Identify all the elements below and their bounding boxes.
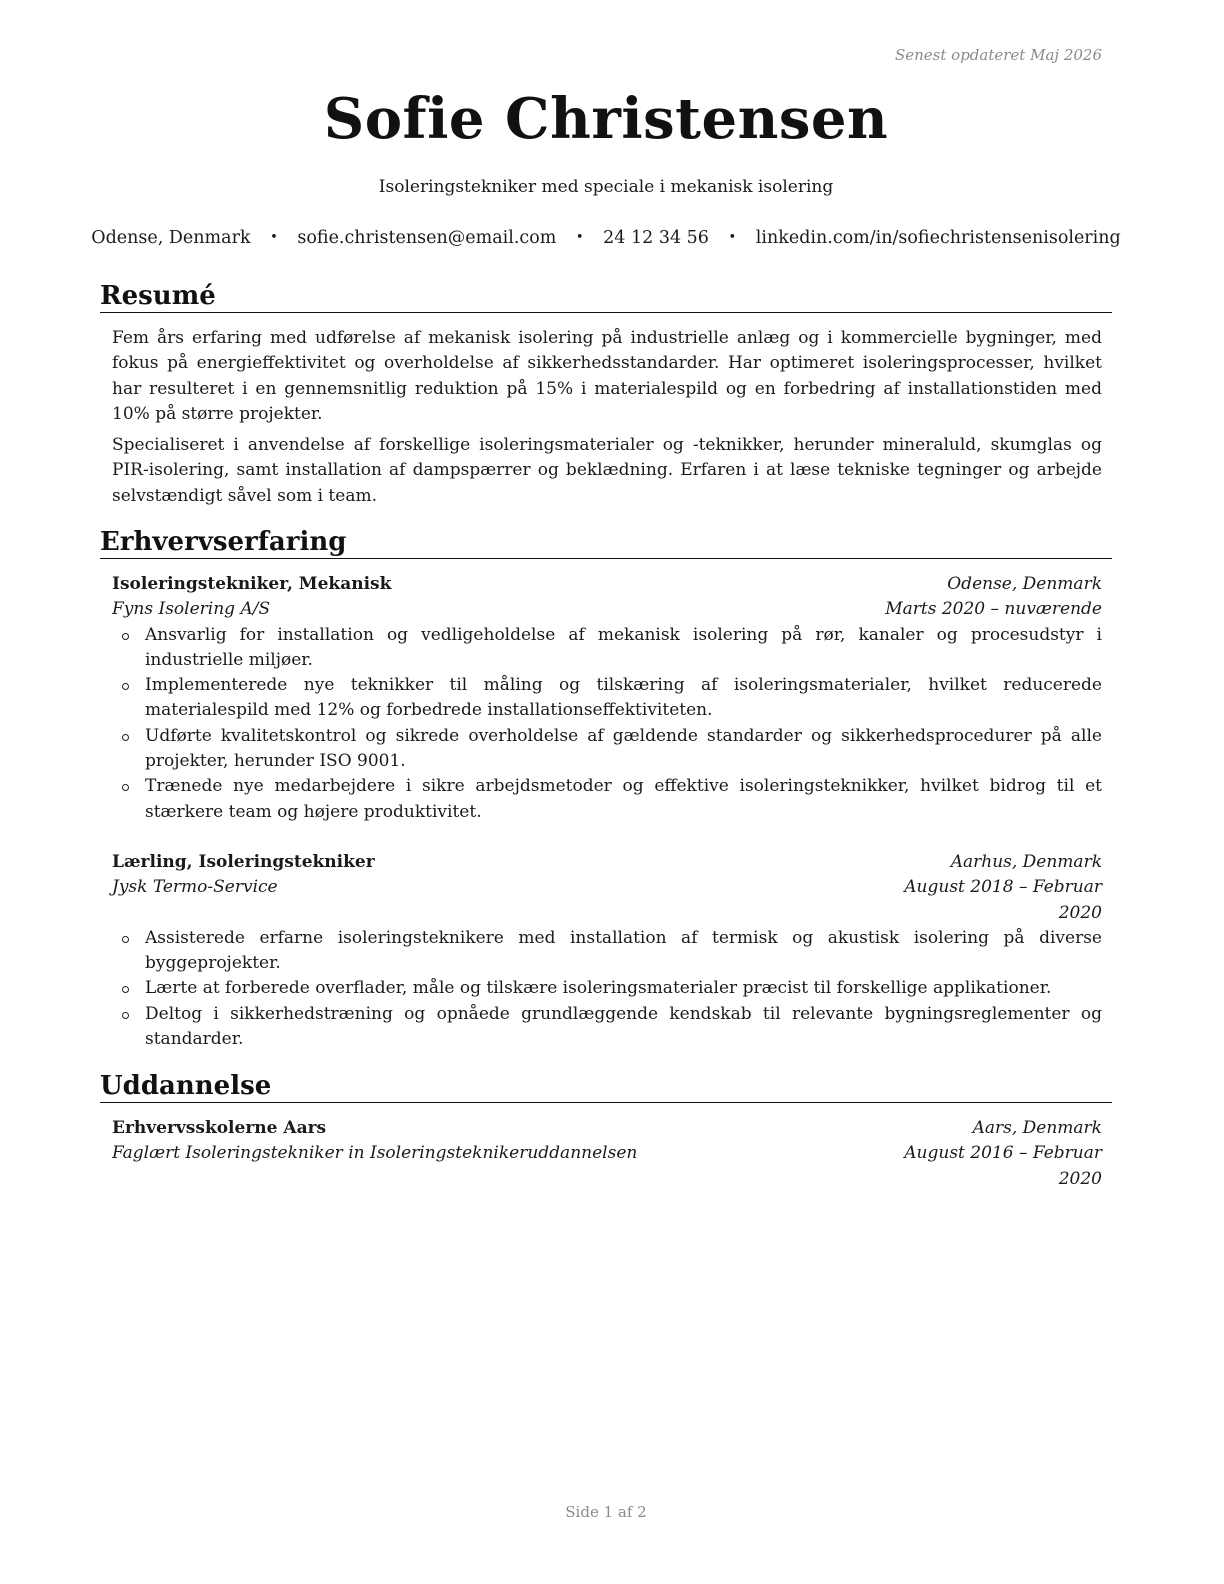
job-bullet-list [112,623,1102,825]
job-location: Aarhus, Denmark [950,852,1102,872]
contact-phone: 24 12 34 56 [603,228,709,248]
job-bullet-list [112,926,1102,1052]
contact-location: Odense, Denmark [91,228,251,248]
section-heading-education: Uddannelse [100,1071,1112,1103]
job-bullet-text: Implementerede nye teknikker til måling og tilskæring af isoleringsmaterialer, hvilket reducerede materialespild med 12% og forbedrede installationseffektiviteten. [145,675,1102,721]
summary-paragraph: Specialiseret i anvendelse af forskellige isoleringsmaterialer og -teknikker, herunder mineraluld, skumglas og PIR-isolering, samt installation af dampspærrer og beklædning. Erfaren i at læse tekniske tegninger og arbejde selvstændigt såvel som i team. [112,435,1102,506]
candidate-name: Sofie Christensen [323,86,889,152]
contact-linkedin-link[interactable]: linkedin.com/in/sofiechristensenisolering [755,228,1121,248]
circle-bullet-icon [122,1012,129,1019]
job-bullet [112,724,1102,775]
circle-bullet-icon [122,784,129,791]
circle-bullet-icon [122,734,129,741]
experience-job [112,850,1102,1052]
education-header-row [112,1116,1102,1141]
job-dates: August 2018 – Februar 2020 [904,877,1102,923]
job-bullet [112,774,1102,825]
job-header-row [112,850,1102,875]
education-school: Erhvervsskolerne Aars [112,1118,327,1138]
job-bullet [112,1002,1102,1053]
section-heading-experience: Erhvervserfaring [100,527,1112,559]
job-subheader-row [112,875,1102,926]
job-subheader-row [112,597,1102,622]
job-bullet-text: Udførte kvalitetskontrol og sikrede overholdelse af gældende standarder og sikkerhedsprocedurer på alle projekter, herunder ISO 9001. [145,725,1102,772]
education-subheader-row [112,1141,1102,1192]
contact-separator: • [728,230,737,245]
education-degree: Faglært Isoleringstekniker in Isoleringsteknikeruddannelsen [112,1143,638,1164]
job-bullet [112,673,1102,724]
job-bullet-text: Assisterede erfarne isoleringsteknikere med installation af termisk og akustisk isolering på diverse byggeprojekter. [145,927,1102,974]
page-number: Side 1 af 2 [565,1503,647,1521]
last-updated-note: Senest opdateret Maj 2026 [894,46,1102,64]
circle-bullet-icon [122,936,129,943]
job-location: Odense, Denmark [947,574,1102,594]
experience-job [112,572,1102,825]
job-bullet-text: Ansvarlig for installation og vedligeholdelse af mekanisk isolering på rør, kanaler og procesudstyr i industrielle miljøer. [145,624,1102,670]
job-bullet-text: Lærte at forberede overflader, måle og tilskære isoleringsmaterialer præcist til forskellige applikationer. [145,978,1052,999]
job-bullet [112,926,1102,977]
contact-line [0,228,1212,248]
education-dates: August 2016 – Februar 2020 [904,1143,1102,1189]
job-bullet [112,623,1102,674]
job-title: Lærling, Isoleringstekniker [112,852,375,872]
job-company: Jysk Termo-Service [112,877,278,898]
job-header-row [112,572,1102,597]
contact-separator: • [270,230,278,245]
candidate-tagline: Isoleringstekniker med speciale i mekanisk isolering [378,177,834,197]
job-bullet [112,976,1102,1001]
circle-bullet-icon [122,683,129,690]
contact-separator: • [575,230,584,245]
education-location: Aars, Denmark [972,1118,1102,1138]
job-company: Fyns Isolering A/S [112,599,271,620]
job-title: Isoleringstekniker, Mekanisk [112,574,392,594]
section-heading-summary: Resumé [100,281,1112,313]
circle-bullet-icon [122,986,129,993]
summary-body [112,326,1102,509]
job-bullet-text: Trænede nye medarbejdere i sikre arbejdsmetoder og effektive isoleringsteknikker, hvilket bidrog til et stærkere team og højere produktivitet. [145,776,1102,822]
job-bullet-text: Deltog i sikkerhedstræning og opnåede grundlæggende kendskab til relevante bygningsreglementer og standarder. [145,1003,1102,1050]
contact-email-link[interactable]: sofie.christensen@email.com [297,228,557,248]
education-entry [112,1116,1102,1192]
job-dates: Marts 2020 – nuværende [885,599,1102,620]
circle-bullet-icon [122,633,129,640]
summary-paragraph: Fem års erfaring med udførelse af mekanisk isolering på industrielle anlæg og i kommercielle bygninger, med fokus på energieffektivitet og overholdelse af sikkerhedsstandarder. Har optimeret isoleringsprocesser, hvilket har resulteret i en gennemsnitlig reduktion på 15% i materialespild og en forbedring af installationstiden med 10% på større projekter. [112,328,1102,424]
